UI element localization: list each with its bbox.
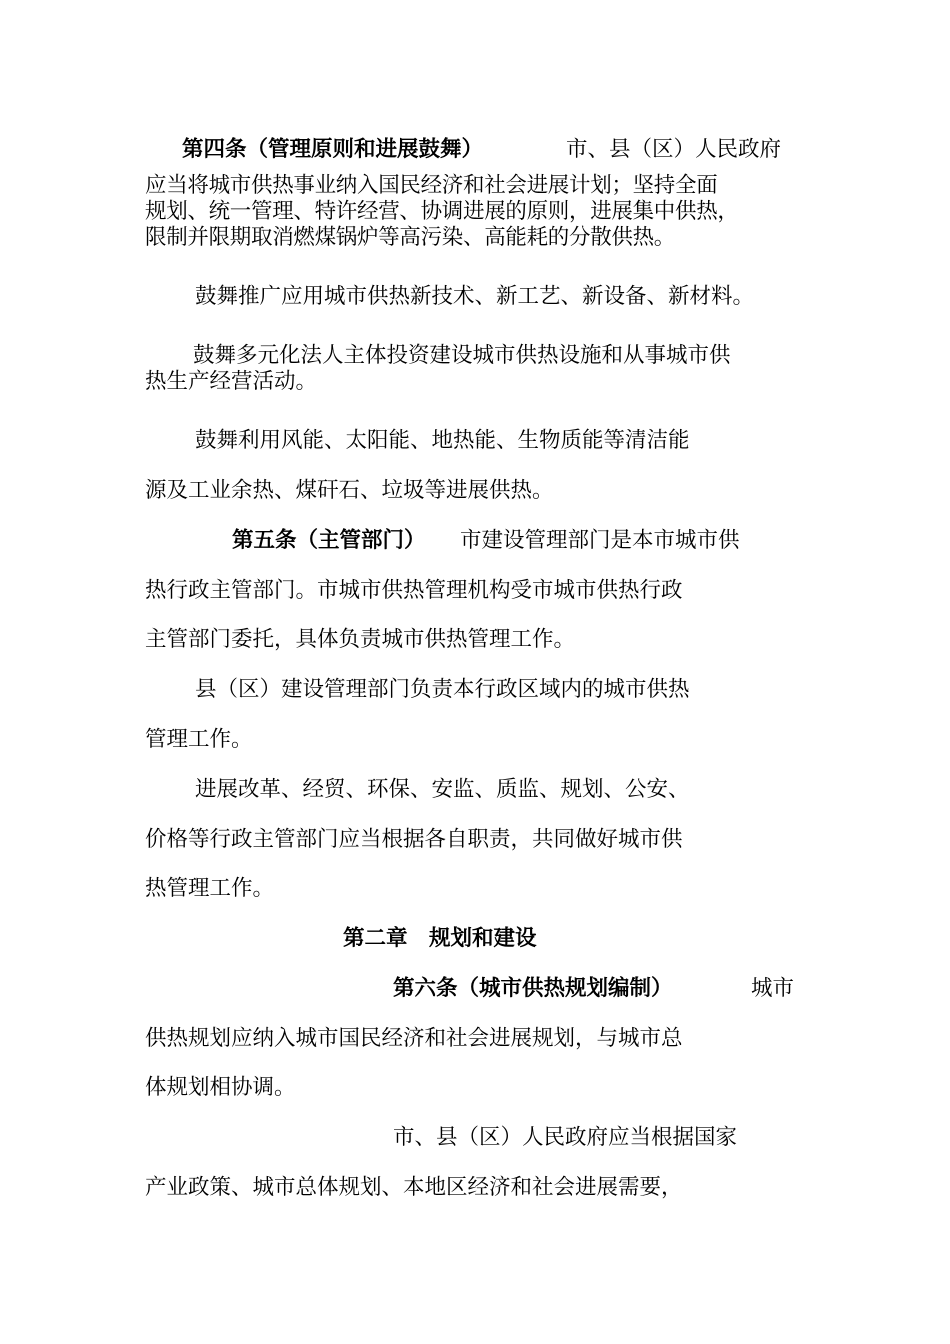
article-4-line-2: 应当将城市供热事业纳入国民经济和社会进展计划；坚持全面 xyxy=(145,173,718,198)
article-6-paragraph-2-line-2: 产业政策、城市总体规划、本地区经济和社会进展需要， xyxy=(145,1175,683,1200)
article-5-heading: 第五条（主管部门） xyxy=(232,528,426,553)
article-4-heading: 第四条（管理原则和进展鼓舞） xyxy=(182,137,484,162)
article-6-line-3: 体规划相协调。 xyxy=(145,1075,296,1100)
article-5-paragraph-2-line-1: 县（区）建设管理部门负责本行政区域内的城市供热 xyxy=(195,677,690,702)
article-6-lead-text: 城市 xyxy=(751,976,795,1001)
article-4-lead-text: 市、县（区）人民政府 xyxy=(566,137,782,162)
article-5-paragraph-3-line-3: 热管理工作。 xyxy=(145,876,275,901)
chapter-2-title: 第二章 规划和建设 xyxy=(343,926,537,951)
article-4-line-4: 限制并限期取消燃煤锅炉等高污染、高能耗的分散供热。 xyxy=(145,225,676,250)
article-5-line-2: 热行政主管部门。市城市供热管理机构受市城市供热行政 xyxy=(145,578,683,603)
article-5-paragraph-3-line-1: 进展改革、经贸、环保、安监、质监、规划、公安、 xyxy=(195,777,690,802)
article-6-line-2: 供热规划应纳入城市国民经济和社会进展规划，与城市总 xyxy=(145,1026,683,1051)
article-4-line-3: 规划、统一管理、特许经营、协调进展的原则，进展集中供热， xyxy=(145,199,739,224)
article-6-heading: 第六条（城市供热规划编制） xyxy=(393,976,673,1001)
article-4-paragraph-4-line-1: 鼓舞利用风能、太阳能、地热能、生物质能等清洁能 xyxy=(195,428,690,453)
article-4-paragraph-4-line-2: 源及工业余热、煤矸石、垃圾等进展供热。 xyxy=(145,478,554,503)
article-5-line-3: 主管部门委托，具体负责城市供热管理工作。 xyxy=(145,627,576,652)
article-6-paragraph-2-line-1: 市、县（区）人民政府应当根据国家 xyxy=(393,1125,738,1150)
article-4-paragraph-3-line-2: 热生产经营活动。 xyxy=(145,369,318,394)
article-5-paragraph-2-line-2: 管理工作。 xyxy=(145,727,253,752)
article-5-lead-text: 市建设管理部门是本市城市供 xyxy=(460,528,740,553)
article-4-paragraph-3-line-1: 鼓舞多元化法人主体投资建设城市供热设施和从事城市供 xyxy=(193,343,731,368)
article-5-paragraph-3-line-2: 价格等行政主管部门应当根据各自职责，共同做好城市供 xyxy=(145,827,683,852)
article-4-paragraph-2: 鼓舞推广应用城市供热新技术、新工艺、新设备、新材料。 xyxy=(195,284,755,309)
